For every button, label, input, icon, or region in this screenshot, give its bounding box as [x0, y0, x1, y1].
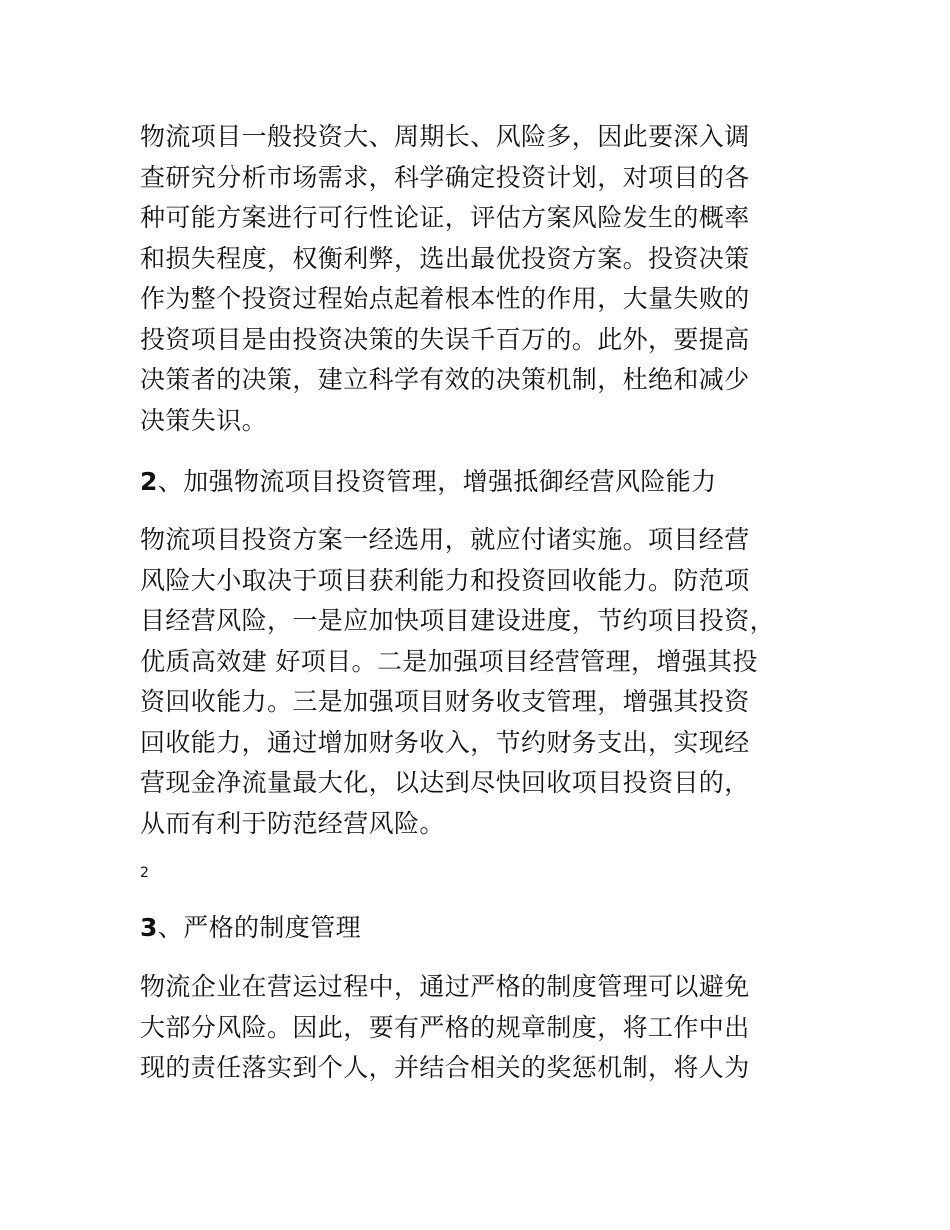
paragraph-line: 现的责任落实到个人，并结合相关的奖惩机制，将人为 [140, 1053, 750, 1082]
paragraph-line: 资回收能力。三是加强项目财务收支管理，增强其投资 [140, 687, 750, 716]
paragraph-line: 大部分风险。因此，要有严格的规章制度，将工作中出 [140, 1012, 750, 1042]
paragraph-line: 物流项目投资方案一经选用，就应付诸实施。项目经营 [140, 525, 750, 554]
paragraph-line: 种可能方案进行可行性论证，评估方案风险发生的概率 [140, 203, 750, 232]
section-number: 3 [140, 913, 158, 942]
paragraph-line: 决策者的决策，建立科学有效的决策机制，杜绝和减少 [140, 365, 750, 394]
paragraph-investment-decision [140, 117, 820, 441]
page-number: 2 [140, 865, 149, 881]
paragraph-line: 从而有利于防范经营风险。 [140, 808, 445, 838]
paragraph-line: 查研究分析市场需求，科学确定投资计划，对项目的各 [140, 162, 750, 192]
paragraph-investment-management [140, 520, 820, 844]
paragraph-line: 物流项目一般投资大、周期长、风险多，因此要深入调 [140, 122, 750, 151]
paragraph-line: 营现金净流量最大化，以达到尽快回收项目投资目的， [140, 768, 750, 797]
paragraph-line: 投资项目是由投资决策的失误千百万的。此外，要提高 [140, 324, 750, 354]
paragraph-line: 目经营风险，一是应加快项目建设进度，节约项目投资， [140, 606, 776, 635]
section-title: 、加强物流项目投资管理，增强抵御经营风险能力 [157, 467, 717, 496]
paragraph-system-management [140, 967, 820, 1089]
section-title: 、严格的制度管理 [157, 913, 361, 942]
section-number: 2 [140, 467, 158, 496]
paragraph-line: 优质高效建 好项目。二是加强项目经营管理，增强其投 [140, 646, 758, 676]
paragraph-line: 决策失识。 [140, 405, 268, 435]
paragraph-line: 和损失程度，权衡利弊，选出最优投资方案。投资决策 [140, 243, 750, 273]
section-heading-3 [140, 908, 820, 948]
paragraph-line: 物流企业在营运过程中，通过严格的制度管理可以避免 [140, 972, 750, 1001]
section-heading-2 [140, 462, 820, 502]
paragraph-line: 风险大小取决于项目获利能力和投资回收能力。防范项 [140, 565, 750, 595]
paragraph-line: 作为整个投资过程始点起着根本性的作用，大量失败的 [140, 284, 750, 313]
paragraph-line: 回收能力，通过增加财务收入，节约财务支出，实现经 [140, 727, 750, 757]
